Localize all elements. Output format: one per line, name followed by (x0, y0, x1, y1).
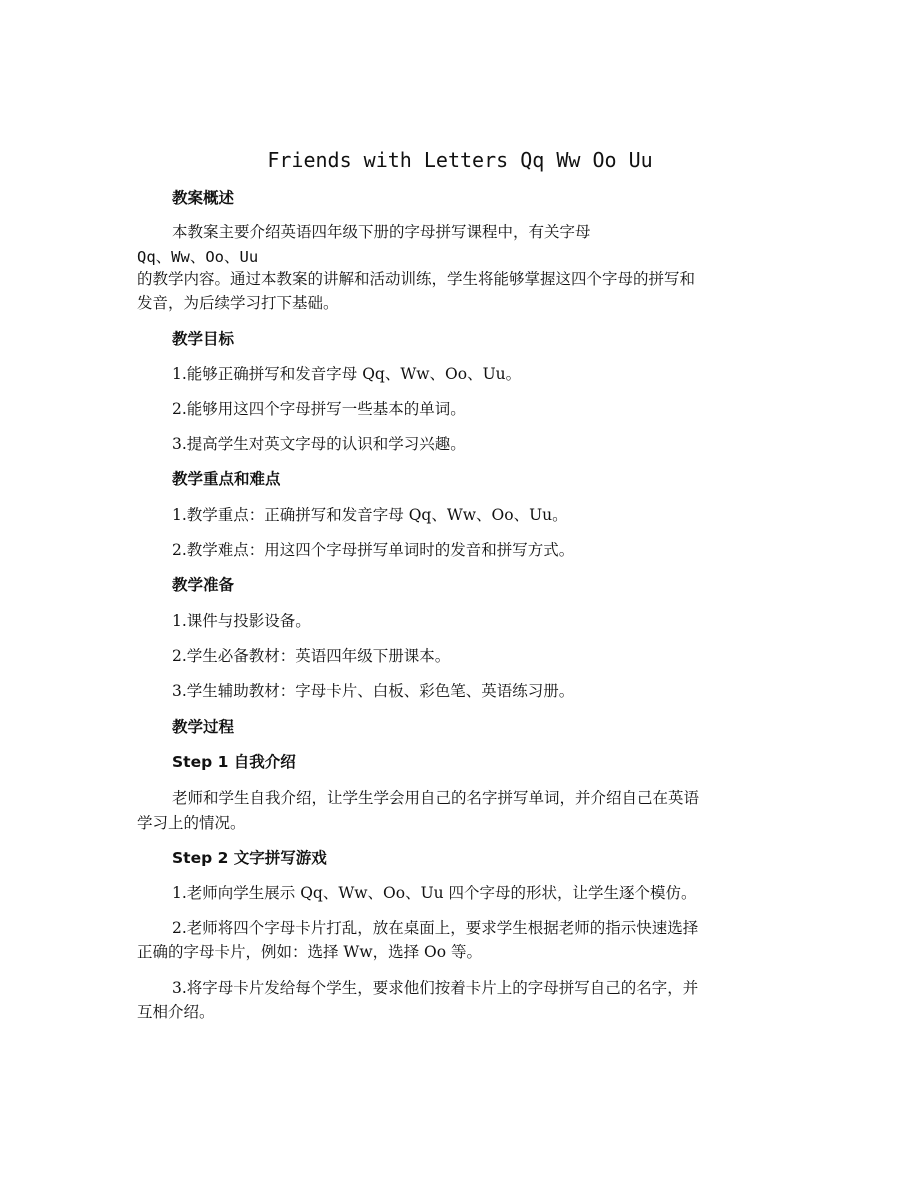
preparation-item-3: 3.学生辅助教材：字母卡片、白板、彩色笔、英语练习册。 (172, 682, 575, 700)
step-2-item-3-line-2: 互相介绍。 (137, 1003, 215, 1021)
goals-item-1: 1.能够正确拼写和发音字母 Qq、Ww、Oo、Uu。 (172, 365, 522, 383)
step-1-paragraph-line-2: 学习上的情况。 (137, 814, 246, 832)
overview-paragraph-line-3: 的教学内容。通过本教案的讲解和活动训练，学生将能够掌握这四个字母的拼写和 (137, 270, 696, 288)
step-1-paragraph-line-1: 老师和学生自我介绍，让学生学会用自己的名字拼写单词，并介绍自己在英语 (172, 789, 700, 807)
preparation-item-1: 1.课件与投影设备。 (172, 612, 311, 630)
section-heading-preparation: 教学准备 (172, 576, 235, 594)
goals-item-2: 2.能够用这四个字母拼写一些基本的单词。 (172, 400, 466, 418)
key-points-item-2: 2.教学难点：用这四个字母拼写单词时的发音和拼写方式。 (172, 541, 575, 559)
overview-paragraph-line-4: 发音，为后续学习打下基础。 (137, 294, 339, 312)
goals-item-3: 3.提高学生对英文字母的认识和学习兴趣。 (172, 435, 466, 453)
overview-paragraph-line-1: 本教案主要介绍英语四年级下册的字母拼写课程中，有关字母 (172, 223, 591, 241)
step-2-item-3-line-1: 3.将字母卡片发给每个学生，要求他们按着卡片上的字母拼写自己的名字，并 (172, 979, 699, 997)
section-heading-key-points: 教学重点和难点 (172, 470, 281, 488)
step-2-item-1: 1.老师向学生展示 Qq、Ww、Oo、Uu 四个字母的形状，让学生逐个模仿。 (172, 884, 697, 902)
key-points-item-1: 1.教学重点：正确拼写和发音字母 Qq、Ww、Oo、Uu。 (172, 506, 568, 524)
section-heading-process: 教学过程 (172, 718, 235, 736)
step-2-item-2-line-1: 2.老师将四个字母卡片打乱，放在桌面上，要求学生根据老师的指示快速选择 (172, 919, 699, 937)
document-title: Friends with Letters Qq Ww Oo Uu (267, 148, 653, 172)
step-2-item-2-line-2: 正确的字母卡片，例如：选择 Ww，选择 Oo 等。 (137, 943, 483, 961)
overview-paragraph-line-2: Qq、Ww、Oo、Uu (137, 248, 259, 266)
section-heading-goals: 教学目标 (172, 330, 235, 348)
preparation-item-2: 2.学生必备教材：英语四年级下册课本。 (172, 647, 451, 665)
section-heading-overview: 教案概述 (172, 189, 235, 207)
step-1-heading: Step 1 自我介绍 (172, 753, 296, 771)
step-2-heading: Step 2 文字拼写游戏 (172, 849, 327, 867)
